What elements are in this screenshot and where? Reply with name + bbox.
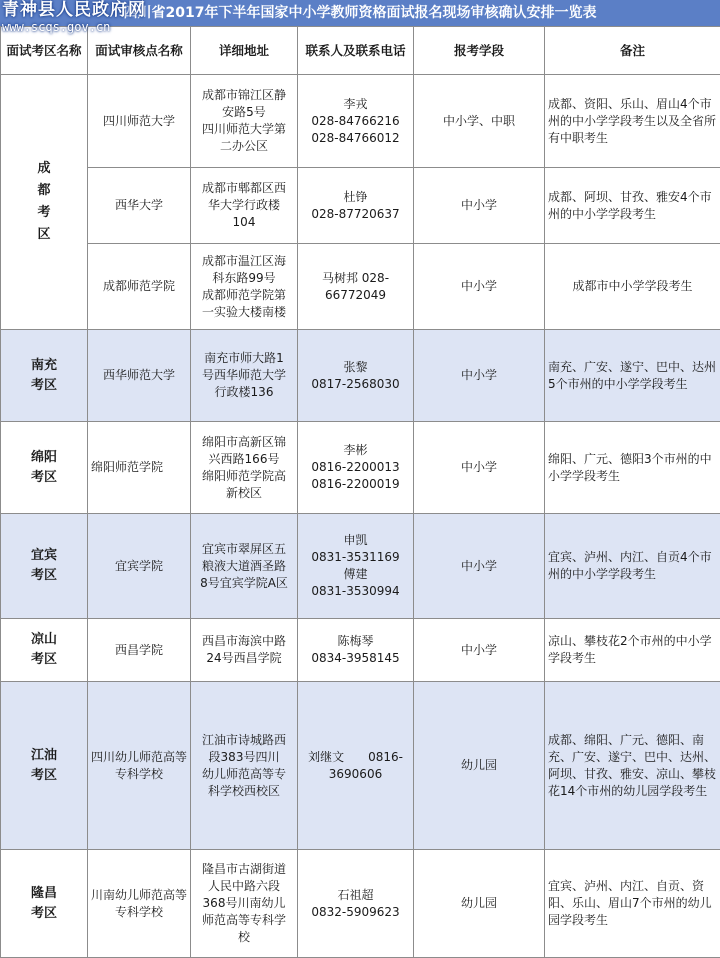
contact-cell: 张黎 0817-2568030 [298, 330, 414, 422]
site-cell: 成都师范学院 [88, 244, 191, 330]
table-row [1, 244, 720, 330]
watermark-url: www.scqs.gov.cn [2, 21, 146, 33]
header-address: 详细地址 [191, 27, 298, 75]
table-row [1, 422, 720, 514]
region-cell [1, 422, 88, 514]
table-row [1, 330, 720, 422]
region-label: 成都考区 [37, 158, 51, 246]
contact-cell: 石祖超 0832-5909623 [298, 850, 414, 958]
stage-cell: 中小学、中职 [414, 75, 545, 168]
region-cell [1, 682, 88, 850]
table-row [1, 168, 720, 244]
watermark-name: 青神县人民政府网 [2, 2, 146, 19]
address-cell: 成都市锦江区静 安路5号 四川师范大学第 二办公区 [191, 75, 298, 168]
header-contact: 联系人及联系电话 [298, 27, 414, 75]
contact-cell: 杜铮 028-87720637 [298, 168, 414, 244]
site-cell: 西昌学院 [88, 619, 191, 682]
note-cell: 宜宾、泸州、内江、自贡、资阳、乐山、眉山7个市州的幼儿园学段考生 [545, 850, 720, 958]
note-cell: 凉山、攀枝花2个市州的中小学学段考生 [545, 619, 720, 682]
contact-cell: 陈梅琴 0834-3958145 [298, 619, 414, 682]
address-cell: 成都市郫都区西 华大学行政楼 104 [191, 168, 298, 244]
stage-cell: 中小学 [414, 168, 545, 244]
header-stage: 报考学段 [414, 27, 545, 75]
contact-cell: 李戎 028-84766216 028-84766012 [298, 75, 414, 168]
note-cell: 成都、资阳、乐山、眉山4个市州的中小学学段考生以及全省所有中职考生 [545, 75, 720, 168]
site-cell: 四川师范大学 [88, 75, 191, 168]
stage-cell: 幼儿园 [414, 850, 545, 958]
contact-cell: 马树邦 028- 66772049 [298, 244, 414, 330]
stage-cell: 中小学 [414, 514, 545, 619]
address-cell: 南充市师大路1 号西华师范大学 行政楼136 [191, 330, 298, 422]
site-cell: 西华大学 [88, 168, 191, 244]
address-cell: 隆昌市古湖街道 人民中路六段 368号川南幼儿 师范高等专科学 校 [191, 850, 298, 958]
site-cell: 绵阳师范学院 [88, 422, 191, 514]
region-label: 隆昌考区 [30, 884, 58, 924]
note-cell: 成都市中小学学段考生 [545, 244, 720, 330]
header-row [1, 27, 720, 75]
region-cell [1, 75, 88, 330]
contact-cell: 李彬 0816-2200013 0816-2200019 [298, 422, 414, 514]
address-cell: 成都市温江区海 科东路99号 成都师范学院第 一实验大楼南楼 [191, 244, 298, 330]
table-row [1, 514, 720, 619]
contact-cell: 刘继文 0816- 3690606 [298, 682, 414, 850]
stage-cell: 中小学 [414, 619, 545, 682]
table-row [1, 619, 720, 682]
site-cell: 宜宾学院 [88, 514, 191, 619]
note-cell: 成都、阿坝、甘孜、雅安4个市州的中小学学段考生 [545, 168, 720, 244]
region-cell [1, 850, 88, 958]
address-cell: 宜宾市翠屏区五 粮液大道酒圣路 8号宜宾学院A区 [191, 514, 298, 619]
address-cell: 江油市诗城路西 段383号四川 幼儿师范高等专 科学校西校区 [191, 682, 298, 850]
note-cell: 宜宾、泸州、内江、自贡4个市州的中小学学段考生 [545, 514, 720, 619]
address-cell: 西昌市海滨中路 24号西昌学院 [191, 619, 298, 682]
note-cell: 成都、绵阳、广元、德阳、南充、广安、遂宁、巴中、达州、阿坝、甘孜、雅安、凉山、攀枝花14个市州的幼儿园学段考生 [545, 682, 720, 850]
region-cell [1, 330, 88, 422]
site-cell: 川南幼儿师范高等专科学校 [88, 850, 191, 958]
table-row [1, 850, 720, 958]
site-cell: 四川幼儿师范高等专科学校 [88, 682, 191, 850]
region-label: 凉山考区 [30, 630, 58, 670]
note-cell: 南充、广安、遂宁、巴中、达州5个市州的中小学学段考生 [545, 330, 720, 422]
stage-cell: 中小学 [414, 330, 545, 422]
site-cell: 西华师范大学 [88, 330, 191, 422]
table-row [1, 682, 720, 850]
stage-cell: 中小学 [414, 422, 545, 514]
region-label: 绵阳考区 [30, 448, 58, 488]
schedule-table [0, 26, 720, 958]
contact-cell: 申凯 0831-3531169 傅建 0831-3530994 [298, 514, 414, 619]
page-title: 四川省2017年下半年国家中小学教师资格面试报名现场审核确认安排一览表 [0, 0, 720, 26]
region-label: 江油考区 [30, 746, 58, 786]
stage-cell: 幼儿园 [414, 682, 545, 850]
header-note: 备注 [545, 27, 720, 75]
table-row [1, 75, 720, 168]
note-cell: 绵阳、广元、德阳3个市州的中小学学段考生 [545, 422, 720, 514]
stage-cell: 中小学 [414, 244, 545, 330]
header-region: 面试考区名称 [1, 27, 88, 75]
region-cell [1, 619, 88, 682]
region-label: 南充考区 [30, 356, 58, 396]
region-cell [1, 514, 88, 619]
header-site: 面试审核点名称 [88, 27, 191, 75]
address-cell: 绵阳市高新区锦 兴西路166号 绵阳师范学院高 新校区 [191, 422, 298, 514]
region-label: 宜宾考区 [30, 546, 58, 586]
